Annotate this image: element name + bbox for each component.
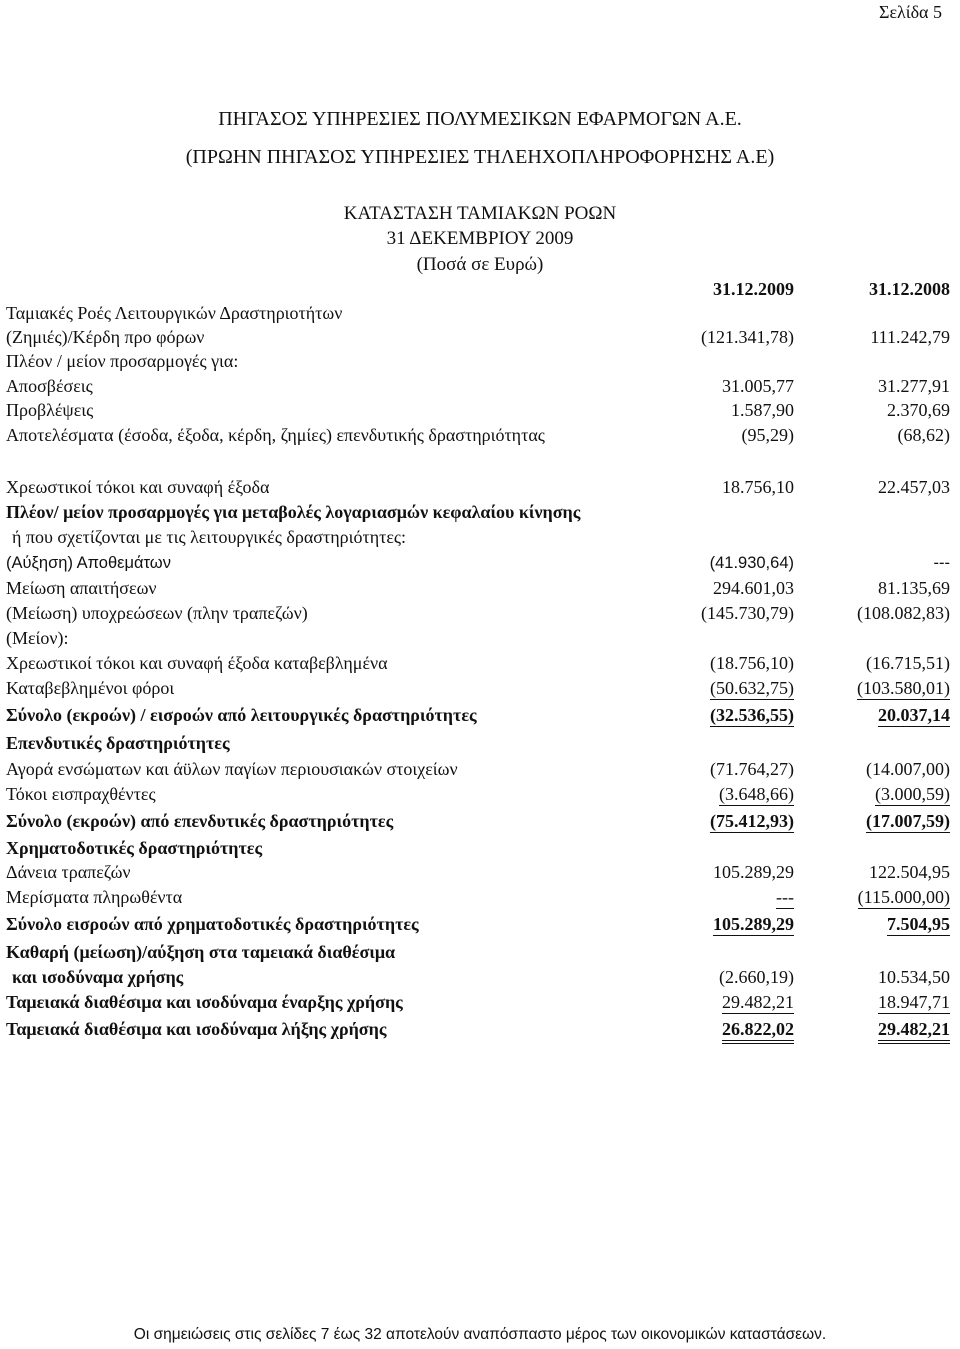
value-2008: 81.135,69 [878, 578, 950, 598]
value-2008: 2.370,69 [887, 400, 950, 420]
row-label: (Ζημιές)/Κέρδη προ φόρων [6, 327, 205, 347]
value-2009: 29.482,21 [722, 992, 794, 1012]
value-2008: 20.037,14 [878, 705, 950, 725]
value-2009: (95,29) [741, 425, 794, 445]
row-label: (Μείον): [6, 628, 69, 648]
company-former-name: (ΠΡΩΗΝ ΠΗΓΑΣΟΣ ΥΠΗΡΕΣΙΕΣ ΤΗΛΕΗΧΟΠΛΗΡΟΦΟΡΗΣΗΣ Α.Ε) [185, 146, 775, 168]
row-label: Χρεωστικοί τόκοι και συναφή έξοδα καταβεβλημένα [6, 653, 388, 673]
table-row [0, 303, 960, 329]
row-label: Καθαρή (μείωση)/αύξηση στα ταμειακά διαθέσιμα [6, 942, 396, 962]
table-row-total [0, 914, 960, 940]
value-2009: 1.587,90 [731, 400, 794, 420]
row-label: Αποσβέσεις [6, 376, 93, 396]
table-row [0, 967, 960, 993]
table-row-total [0, 1019, 960, 1045]
value-2008: --- [933, 554, 950, 572]
row-label: Μείωση απαιτήσεων [6, 578, 157, 598]
table-row [0, 327, 960, 353]
value-2009: 105.289,29 [713, 862, 794, 882]
column-header-2009: 31.12.2009 [713, 279, 794, 299]
value-2008: (3.000,59) [875, 784, 950, 804]
row-label: Ταμειακά διαθέσιμα και ισοδύναμα έναρξης χρήσης [6, 992, 403, 1012]
value-2009: 31.005,77 [722, 376, 794, 396]
table-row [0, 887, 960, 913]
value-2009: 26.822,02 [722, 1019, 794, 1044]
value-2009: (3.648,66) [719, 784, 794, 804]
value-2009: 105.289,29 [713, 914, 794, 934]
table-row [0, 400, 960, 426]
table-row [0, 578, 960, 604]
table-row [0, 992, 960, 1018]
table-row [0, 351, 960, 377]
row-label: Προβλέψεις [6, 400, 94, 420]
row-label: ή που σχετίζονται με τις λειτουργικές δραστηριότητες: [12, 527, 407, 547]
table-row-total [0, 811, 960, 837]
page-number: Σελίδα 5 [878, 2, 942, 22]
value-2009: 294.601,03 [713, 578, 794, 598]
row-label: Σύνολο (εκροών) / εισροών από λειτουργικές δραστηριότητες [6, 705, 477, 725]
row-label: (Μείωση) υποχρεώσεων (πλην τραπεζών) [6, 603, 308, 623]
value-2009: (71.764,27) [710, 759, 794, 779]
value-2009: (2.660,19) [719, 967, 794, 987]
value-2009: (75.412,93) [710, 811, 794, 831]
row-label: Ταμιακές Ροές Λειτουργικών Δραστηριοτήτων [6, 303, 343, 323]
value-2008: 7.504,95 [887, 914, 950, 934]
table-row [0, 376, 960, 402]
value-2008: 18.947,71 [878, 992, 950, 1012]
value-2008: (103.580,01) [857, 678, 950, 698]
row-label: Ταμειακά διαθέσιμα και ισοδύναμα λήξης χρήσης [6, 1019, 387, 1039]
value-2009: (145.730,79) [701, 603, 794, 623]
value-2008: 122.504,95 [869, 862, 950, 882]
row-label: Αποτελέσματα (έσοδα, έξοδα, κέρδη, ζημίες) επενδυτικής δραστηριότητας [6, 425, 545, 445]
statement-title: ΚΑΤΑΣΤΑΣΗ ΤΑΜΙΑΚΩΝ ΡΟΩΝ [343, 203, 617, 224]
value-2008: 10.534,50 [878, 967, 950, 987]
value-2009: (41.930,64) [709, 554, 794, 572]
table-row [0, 603, 960, 629]
table-row [0, 759, 960, 785]
value-2009: --- [776, 887, 794, 907]
table-row [0, 502, 960, 528]
value-2008: (17.007,59) [866, 811, 950, 831]
row-label: Μερίσματα πληρωθέντα [6, 887, 183, 907]
section-heading [0, 733, 960, 759]
row-label: Αγορά ενσώματων και άϋλων παγίων περιουσιακών στοιχείων [6, 759, 458, 779]
value-2008: (108.082,83) [857, 603, 950, 623]
row-label: Πλέον/ μείον προσαρμογές για μεταβολές λογαριασμών κεφαλαίου κίνησης [6, 502, 581, 522]
value-2009: 18.756,10 [722, 477, 794, 497]
row-label: (Αύξηση) Αποθεμάτων [6, 554, 171, 572]
column-header-2008: 31.12.2008 [869, 279, 950, 299]
company-name: ΠΗΓΑΣΟΣ ΥΠΗΡΕΣΙΕΣ ΠΟΛΥΜΕΣΙΚΩΝ ΕΦΑΡΜΟΓΩΝ Α.Ε. [218, 108, 742, 130]
value-2009: (50.632,75) [710, 678, 794, 698]
value-2008: 29.482,21 [878, 1019, 950, 1044]
table-row [0, 653, 960, 679]
table-row [0, 477, 960, 503]
row-label: Δάνεια τραπεζών [6, 862, 131, 882]
row-label: Τόκοι εισπραχθέντες [6, 784, 156, 804]
value-2008: (68,62) [897, 425, 950, 445]
value-2009: (121.341,78) [701, 327, 794, 347]
row-label: Σύνολο (εκροών) από επενδυτικές δραστηριότητες [6, 811, 394, 831]
table-row [0, 784, 960, 810]
row-label: και ισοδύναμα χρήσης [12, 967, 184, 987]
statement-date: 31 ΔΕΚΕΜΒΡΙΟΥ 2009 [386, 228, 574, 249]
value-2009: (18.756,10) [710, 653, 794, 673]
row-label: Χρηματοδοτικές δραστηριότητες [6, 838, 263, 858]
row-label: Πλέον / μείον προσαρμογές για: [6, 351, 239, 371]
row-label: Χρεωστικοί τόκοι και συναφή έξοδα [6, 477, 270, 497]
value-2009: (32.536,55) [710, 705, 794, 725]
value-2008: 22.457,03 [878, 477, 950, 497]
value-2008: 31.277,91 [878, 376, 950, 396]
table-row [0, 862, 960, 888]
value-2008: 111.242,79 [870, 327, 950, 347]
value-2008: (115.000,00) [857, 887, 950, 907]
row-label: Σύνολο εισροών από χρηματοδοτικές δραστηριότητες [6, 914, 419, 934]
table-row [0, 425, 960, 451]
table-row-total [0, 705, 960, 731]
table-row [0, 554, 960, 580]
table-row [0, 628, 960, 654]
value-2008: (16.715,51) [866, 653, 950, 673]
row-label: Επενδυτικές δραστηριότητες [6, 733, 230, 753]
table-row [0, 942, 960, 968]
footer-note: Οι σημειώσεις στις σελίδες 7 έως 32 αποτελούν αναπόσπαστο μέρος των οικονομικών καταστάσεων. [133, 1326, 827, 1343]
table-row [0, 527, 960, 553]
section-heading [0, 838, 960, 864]
statement-currency: (Ποσά σε Ευρώ) [416, 254, 544, 275]
value-2008: (14.007,00) [866, 759, 950, 779]
table-row [0, 678, 960, 704]
row-label: Καταβεβλημένοι φόροι [6, 678, 175, 698]
